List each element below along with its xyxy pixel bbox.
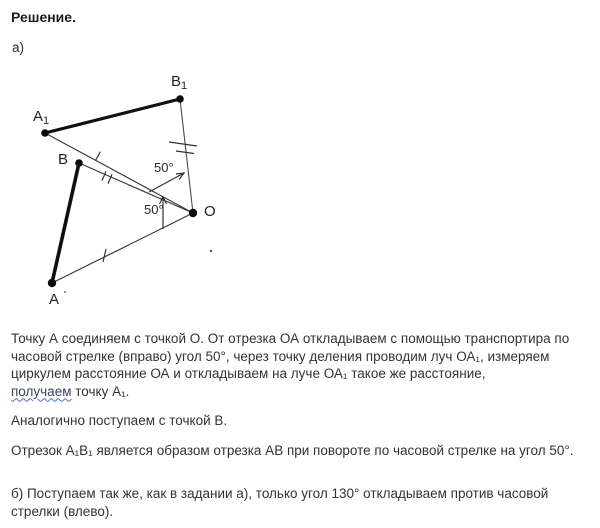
angle-label-bottom: 50° <box>144 202 164 217</box>
text-line: Точку А соединяем с точкой О. От отрезка ОА откладываем с помощью транспортира по <box>11 331 570 346</box>
paragraph-analogous: Аналогично поступаем с точкой В. <box>11 413 228 428</box>
line-b1-o <box>180 99 193 213</box>
tick-b1o-double-1 <box>169 142 197 146</box>
text-line: циркулем расстояние ОА и откладываем на луче ОА₁ такое же расстояние, <box>11 366 486 381</box>
paragraph-segment-image: Отрезок А₁В₁ является образом отрезка АВ при повороте по часовой стрелке на угол 50°. <box>11 443 574 458</box>
tick-ao-single <box>103 249 106 262</box>
line-b-o <box>79 163 193 213</box>
text-line <box>11 383 569 401</box>
text-after-link: точку А₁. <box>71 383 130 399</box>
point-a <box>48 279 56 287</box>
point-a1 <box>41 129 49 137</box>
tick-a1o-single <box>96 152 101 161</box>
point-o <box>189 209 197 217</box>
segment-a1-b1 <box>45 99 180 133</box>
rotation-construction-figure <box>0 0 250 320</box>
label-b1: $В_1$ <box>171 73 188 92</box>
text-line: б) Поступаем так же, как в задании а), только угол 130° откладываем против часовой <box>11 486 549 501</box>
label-b: В <box>58 151 69 168</box>
part-a-label: а) <box>12 40 25 55</box>
point-b <box>75 159 83 167</box>
label-a1: $А_1$ <box>33 108 50 127</box>
label-o: О <box>204 203 216 220</box>
line-a-o <box>52 213 193 283</box>
underlined-word-link[interactable]: получаем <box>11 383 72 399</box>
stray-dot-2 <box>64 291 66 293</box>
stray-dot <box>210 250 212 252</box>
segment-b-a <box>52 163 79 283</box>
text-line: часовой стрелке (вправо) угол 50°, через точку деления проводим луч ОА₁, измеряем <box>11 348 550 364</box>
label-a: А <box>49 291 60 308</box>
angle-label-top: 50° <box>154 160 174 175</box>
solution-title: Решение. <box>11 9 76 25</box>
text-line: стрелки (влево). <box>11 503 114 519</box>
point-b1 <box>176 95 184 103</box>
rotation-arrow-top <box>149 173 184 192</box>
paragraph-part-b <box>11 485 548 520</box>
tick-b1o-double-2 <box>176 151 194 154</box>
paragraph-construction <box>11 330 569 400</box>
